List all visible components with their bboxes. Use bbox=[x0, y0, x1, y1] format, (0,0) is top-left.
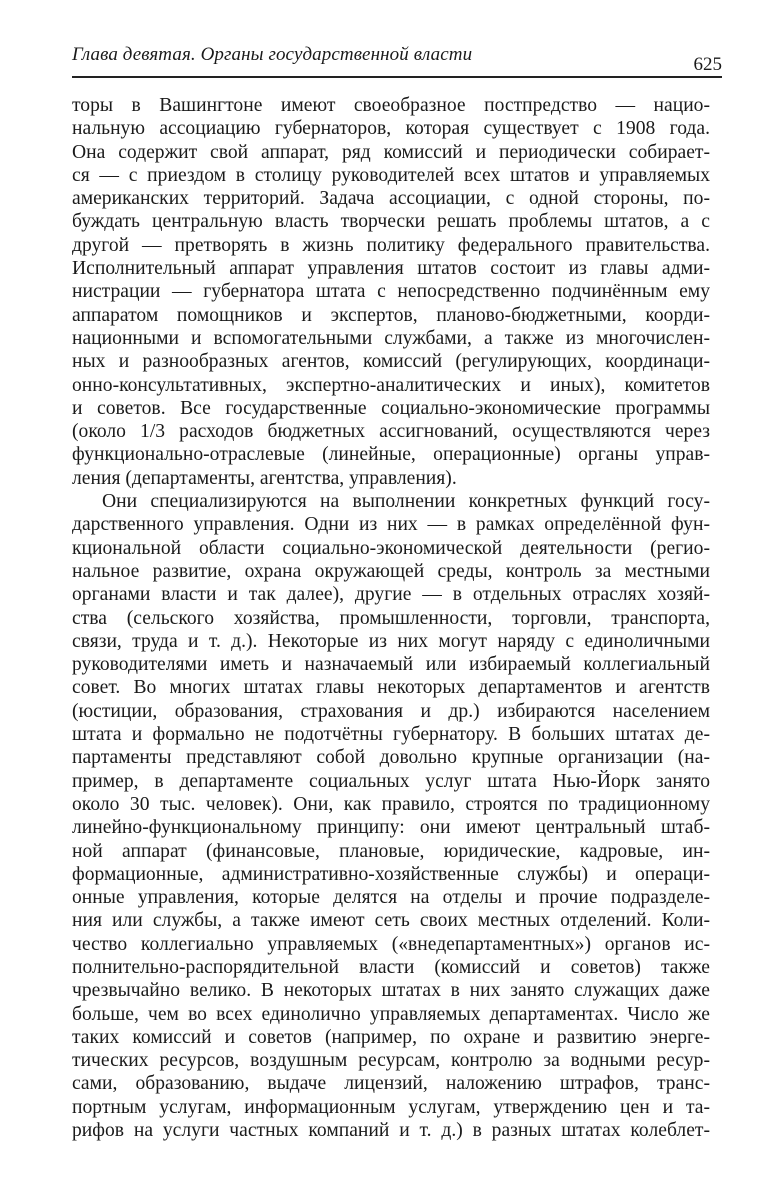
text-line: ся — с приездом в столицу руководителей всех штатов и управляемых bbox=[72, 164, 710, 186]
page-number: 625 bbox=[693, 54, 722, 75]
text-line: онные управления, которые делятся на отделы и прочие подразделе- bbox=[72, 887, 710, 909]
paragraph-1 bbox=[72, 94, 710, 490]
text-line: связи, труда и т. д.). Некоторые из них могут наряду с единоличными bbox=[72, 630, 710, 652]
text-line: ных и разнообразных агентов, комиссий (регулирующих, координаци- bbox=[72, 351, 710, 373]
text-line: портным услугам, информационным услугам, утверждению цен и та- bbox=[72, 1096, 710, 1118]
text-line: около 30 тыс. человек). Они, как правило, строятся по традиционному bbox=[72, 793, 710, 815]
text-line: больше, чем во всех единолично управляемых департаментах. Число же bbox=[72, 1003, 710, 1025]
text-line: чество коллегиально управляемых («внедепартаментных») органов ис- bbox=[72, 933, 710, 955]
text-line: другой — претворять в жизнь политику федерального правительства. bbox=[72, 234, 710, 256]
text-line: функционально-отраслевые (линейные, операционные) органы управ- bbox=[72, 444, 710, 466]
running-head bbox=[72, 44, 722, 84]
paragraph-2 bbox=[72, 490, 710, 1142]
text-line: и советов. Все государственные социально-экономические программы bbox=[72, 397, 710, 419]
text-line: руководителями иметь и назначаемый или избираемый коллегиальный bbox=[72, 654, 710, 676]
text-line: ной аппарат (финансовые, плановые, юридические, кадровые, ин- bbox=[72, 840, 710, 862]
body-text bbox=[72, 94, 710, 1142]
header-rule bbox=[72, 76, 722, 78]
text-line: полнительно-распорядительной власти (комиссий и советов) также bbox=[72, 956, 710, 978]
text-line: пример, в департаменте социальных услуг штата Нью-Йорк занято bbox=[72, 770, 710, 792]
text-line: формационные, административно-хозяйственные службы) и операци- bbox=[72, 863, 710, 885]
text-line: Исполнительный аппарат управления штатов состоит из главы адми- bbox=[72, 258, 710, 280]
text-line: сами, образованию, выдаче лицензий, наложению штрафов, транс- bbox=[72, 1073, 710, 1095]
text-line: торы в Вашингтоне имеют своеобразное постпредство — нацио- bbox=[72, 95, 710, 116]
text-line: нальное развитие, охрана окружающей среды, контроль за местными bbox=[72, 560, 710, 582]
text-line: Она содержит свой аппарат, ряд комиссий и периодически собирает- bbox=[72, 141, 710, 163]
text-line: буждать центральную власть творчески решать проблемы штатов, а с bbox=[72, 211, 710, 233]
text-line: штата и формально не подотчётны губернатору. В больших штатах де- bbox=[72, 724, 710, 746]
text-line: линейно-функциональному принципу: они имеют центральный штаб- bbox=[72, 817, 710, 839]
chapter-title: Глава девятая. Органы государственной власти bbox=[72, 44, 473, 65]
text-line: аппаратом помощников и экспертов, планово-бюджетными, коорди- bbox=[72, 304, 710, 326]
text-line: (около 1/3 расходов бюджетных ассигнований, осуществляются через bbox=[72, 421, 710, 443]
text-line: ства (сельского хозяйства, промышленности, торговли, транспорта, bbox=[72, 607, 710, 629]
text-line: (юстиции, образования, страхования и др.) избираются населением bbox=[72, 700, 710, 722]
text-line: чрезвычайно велико. В некоторых штатах в них занято служащих даже bbox=[72, 980, 710, 1002]
text-line: партаменты представляют собой довольно крупные организации (на- bbox=[72, 747, 710, 769]
text-line: онно-консультативных, экспертно-аналитических и иных), комитетов bbox=[72, 374, 710, 396]
text-line: Они специализируются на выполнении конкретных функций госу- bbox=[102, 491, 710, 513]
text-line: дарственного управления. Одни из них — в рамках определённой фун- bbox=[72, 514, 710, 536]
text-line: совет. Во многих штатах главы некоторых департаментов и агентств bbox=[72, 677, 710, 699]
text-line: ния или службы, а также имеют сеть своих местных отделений. Коли- bbox=[72, 910, 710, 932]
text-line: рифов на услуги частных компаний и т. д.) в разных штатах колеблет- bbox=[72, 1120, 710, 1142]
text-line: нистрации — губернатора штата с непосредственно подчинённым ему bbox=[72, 281, 710, 303]
text-line: нальную ассоциацию губернаторов, которая существует с 1908 года. bbox=[72, 118, 710, 140]
text-line: ления (департаменты, агентства, управления). bbox=[72, 467, 457, 489]
text-line: таких комиссий и советов (например, по охране и развитию энерге- bbox=[72, 1026, 710, 1048]
text-line: тических ресурсов, воздушным ресурсам, контролю за водными ресур- bbox=[72, 1050, 710, 1072]
text-line: американских территорий. Задача ассоциации, с одной стороны, по- bbox=[72, 188, 710, 210]
text-line: национными и вспомогательными службами, а также из многочислен- bbox=[72, 327, 710, 349]
text-line: органами власти и так далее), другие — в отдельных отраслях хозяй- bbox=[72, 584, 710, 606]
text-line: кциональной области социально-экономической деятельности (регио- bbox=[72, 537, 710, 559]
